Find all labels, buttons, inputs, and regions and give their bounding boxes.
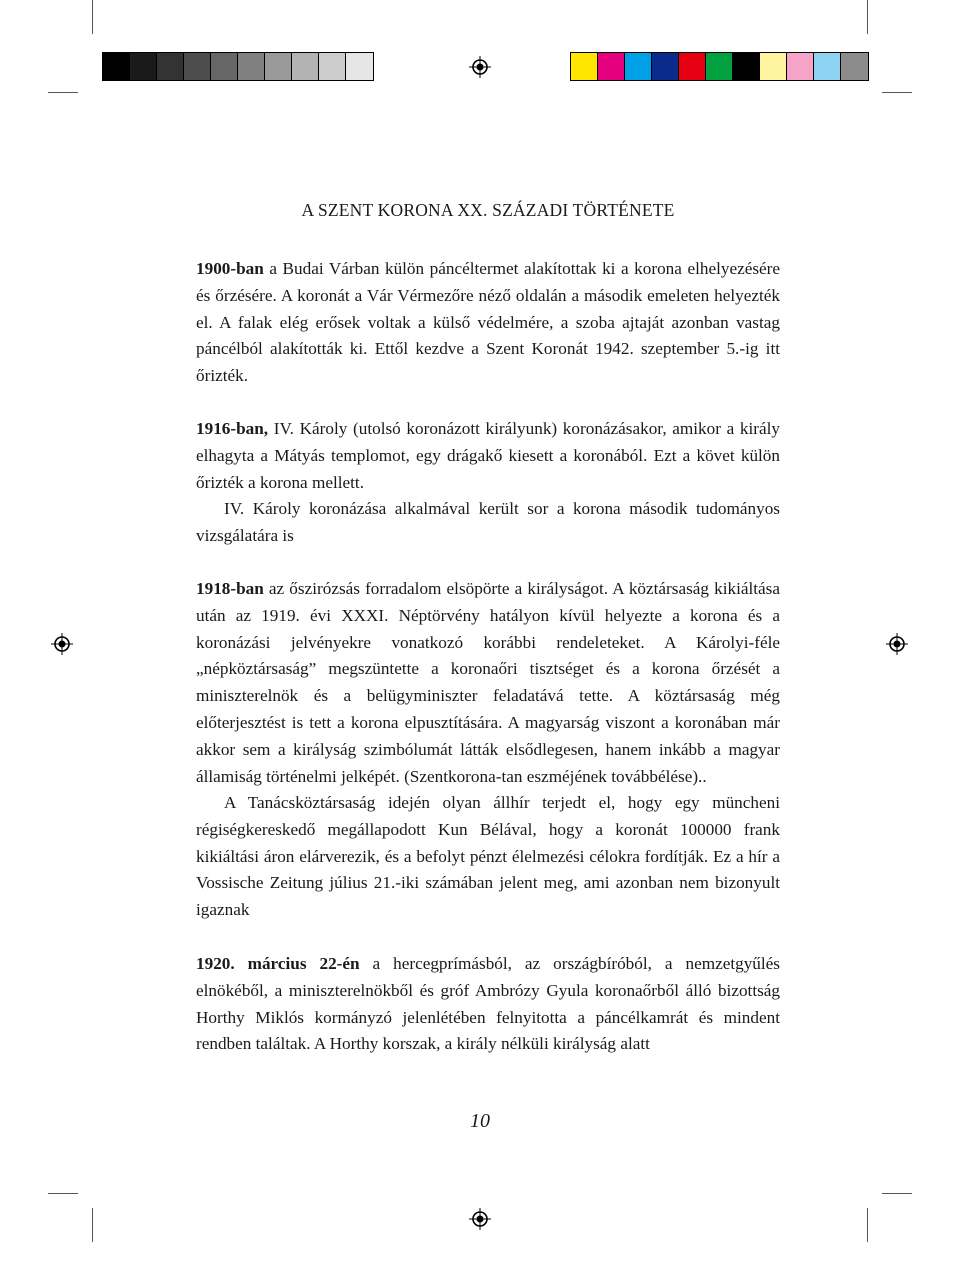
crop-mark — [92, 0, 93, 34]
crop-mark — [867, 1208, 868, 1242]
paragraph-text: IV. Károly (utolsó koronázott királyunk) koronázásakor, amikor a király elhagyta a Mátyás templomot, egy drágakő kiesett a koronából. Ezt a követ külön őrizték a korona mellett. — [196, 419, 780, 492]
color-swatch — [184, 53, 211, 80]
year-lead: 1920. március 22-én — [196, 954, 360, 973]
paragraph-1918 — [196, 576, 780, 790]
paragraph-text: a Budai Várban külön páncéltermet alakítottak ki a korona elhelyezésére és őrzésére. A koronát a Vár Vérmezőre néző oldalán a második emeleten helyezték el. A falak elég erősek voltak a külső védelmére, a szoba ajtaját azonban vastag páncélból alakították ki. Ettől kezdve a Szent Koronát 1942. szeptember 5.-ig itt őrizték. — [196, 259, 780, 386]
paragraph-text: az őszirózsás forradalom elsöpörte a királyságot. A köztársaság kikiáltása után az 1919. évi XXXI. Néptörvény hatályon kívül helyezte a korona és a koronázási jelvényekre vonatkozó korábbi rendeleteket. A Károlyi-féle „népköztársaság” megszüntette a koronaőri tisztséget és a korona őrzését a miniszterelnök és a belügyminiszter feladatává tette. A köztársaság még előterjesztést is tett a korona elpusztítására. A magyarság viszont a koronában már akkor sem a királyság szimbólumát látták elsődlegesen, hanem inkább a magyar államiság történelmi jelképét. (Szentkorona-tan eszméjének továbbélése).. — [196, 579, 780, 786]
paragraph-text: a hercegprímásból, az országbíróból, a nemzetgyűlés elnökéből, a miniszterelnökből és gróf Ambrózy Gyula koronaőrből álló bizottság Horthy Miklós kormányzó jelenlétében felnyitotta a páncélkamrát és mindent rendben találtak. A Horthy korszak, a király nélküli királyság alatt — [196, 954, 780, 1054]
crosshair-circle-icon — [51, 633, 73, 655]
page-number: 10 — [470, 1110, 490, 1132]
color-swatch — [346, 53, 373, 80]
color-swatch — [292, 53, 319, 80]
year-lead: 1918-ban — [196, 579, 264, 598]
color-swatch — [841, 53, 868, 80]
paragraph-1916-continued: IV. Károly koronázása alkalmával került sor a korona második tudományos vizsgálatára is — [196, 499, 780, 545]
color-swatch — [760, 53, 787, 80]
crop-mark — [882, 92, 912, 93]
color-swatch — [238, 53, 265, 80]
year-lead: 1900-ban — [196, 259, 264, 278]
color-swatch — [652, 53, 679, 80]
color-swatch — [625, 53, 652, 80]
color-swatch — [265, 53, 292, 80]
color-swatch — [211, 53, 238, 80]
color-swatch — [598, 53, 625, 80]
color-swatch — [571, 53, 598, 80]
crosshair-circle-icon — [469, 1208, 491, 1230]
paragraph-1920 — [196, 951, 780, 1058]
crop-mark — [882, 1193, 912, 1194]
color-swatch — [679, 53, 706, 80]
crosshair-circle-icon — [886, 633, 908, 655]
year-lead: 1916-ban, — [196, 419, 269, 438]
color-swatch — [157, 53, 184, 80]
paragraph-1916 — [196, 416, 780, 496]
crosshair-circle-icon — [469, 56, 491, 78]
grayscale-color-bar — [102, 52, 374, 81]
color-swatch — [130, 53, 157, 80]
crop-mark — [48, 1193, 78, 1194]
color-swatch — [787, 53, 814, 80]
cmyk-color-bar — [570, 52, 869, 81]
page-title: A SZENT KORONA XX. SZÁZADI TÖRTÉNETE — [301, 200, 675, 220]
crop-mark — [867, 0, 868, 34]
color-swatch — [706, 53, 733, 80]
color-swatch — [733, 53, 760, 80]
color-swatch — [103, 53, 130, 80]
color-swatch — [814, 53, 841, 80]
paragraph-1900 — [196, 256, 780, 390]
paragraph-1918-continued: A Tanácsköztársaság idején olyan állhír terjedt el, hogy egy müncheni régiségkereskedő megállapodott Kun Bélával, hogy a koronát 100000 frank kikiáltási áron elárverezik, és a befolyt pénzt élelmezési célokra fordítják. Ez a hír a Vossische Zeitung július 21.-iki számában jelent meg, ami azonban nem bizonyult igaznak — [196, 793, 780, 920]
color-swatch — [319, 53, 346, 80]
crop-mark — [92, 1208, 93, 1242]
crop-mark — [48, 92, 78, 93]
